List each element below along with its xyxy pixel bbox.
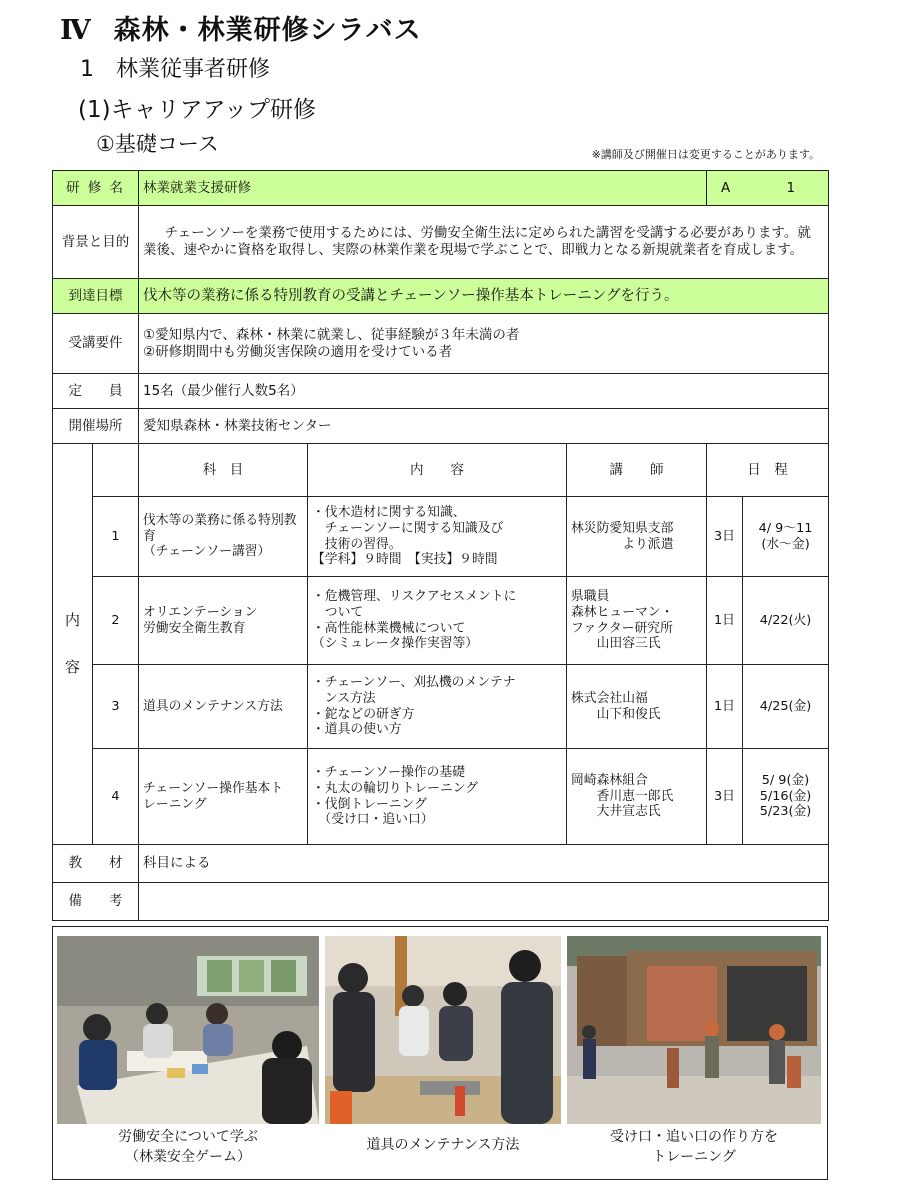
outdoor-training-photo [567,936,821,1124]
table-row [53,497,829,577]
photo-panel [52,926,828,1180]
row-days: 1日 [707,577,743,665]
chapter-number: Ⅳ [60,15,92,46]
chapter-title: 森林・林業研修シラバス [113,15,422,46]
requirements-label: 受講要件 [53,314,139,374]
table-row [53,577,829,665]
background-label: 背景と目的 [53,206,139,279]
content-label-char: 容 [64,658,80,676]
course-name-value: 林業就業支援研修 [139,171,707,206]
venue-value: 愛知県森林・林業技術センター [139,409,829,444]
requirement-item: ①愛知県内で、森林・林業に就業し、従事経験が３年未満の者 [143,326,520,343]
capacity-value: 15名（最少催行人数5名） [139,374,829,409]
row-days: 3日 [707,497,743,577]
row-content: ・チェーンソー操作の基礎 ・丸太の輪切りトレーニング ・伐倒トレーニング （受け口・追い口） [308,749,567,845]
venue-label: 開催場所 [53,409,139,444]
photo-caption: 道具のメンテナンス方法 [366,1137,520,1153]
lecturer-header: 講 師 [567,444,707,497]
schedule-header: 日 程 [707,444,829,497]
content-header-row [53,444,829,497]
capacity-row [53,374,829,409]
requirements-text [139,314,829,374]
section-heading [80,52,270,83]
course-code [707,171,829,206]
section-title: 林業従事者研修 [116,57,271,82]
background-text: チェーンソーを業務で使用するためには、労働安全衛生法に定められた講習を受講する必要があります。就業後、速やかに資格を取得し、実際の林業作業を現場で学ぶことで、即戦力となる新規就業者を育成します。 [139,206,829,279]
remarks-value [139,883,829,921]
requirement-item: ②研修期間中も労働災害保険の適用を受けている者 [143,343,453,360]
row-number: 3 [93,665,139,749]
row-subject: 道具のメンテナンス方法 [139,665,308,749]
goal-label: 到達目標 [53,279,139,314]
course-code-letter: A [721,179,731,196]
row-lecturer: 株式会社山福 山下和俊氏 [567,665,707,749]
course-heading: ①基礎コース [96,132,219,156]
row-subject: 伐木等の業務に係る特別教育 （チェーンソー講習） [139,497,308,577]
goal-text: 伐木等の業務に係る特別教育の受講とチェーンソー操作基本トレーニングを行う。 [139,279,829,314]
row-dates: 4/22(火) [743,577,829,665]
course-name-label: 研 修 名 [53,171,139,206]
photo-caption: 受け口・追い口の作り方を トレーニング [610,1129,778,1166]
row-days: 3日 [707,749,743,845]
material-row [53,845,829,883]
remarks-row [53,883,829,921]
section-number: 1 [80,57,94,82]
number-header [93,444,139,497]
row-content: ・チェーンソー、刈払機のメンテナ ンス方法 ・鉈などの研ぎ方 ・道具の使い方 [308,665,567,749]
row-subject: チェーンソー操作基本ト レーニング [139,749,308,845]
row-lecturer: 林災防愛知県支部 より派遣 [567,497,707,577]
content-label [53,444,93,845]
course-name-row [53,171,829,206]
row-lecturer: 岡崎森林組合 香川恵一郎氏 大井宣志氏 [567,749,707,845]
material-label: 教 材 [53,845,139,883]
chapter-heading [60,8,422,47]
subsection-heading: (1)キャリアアップ研修 [78,97,316,123]
content-label-char: 内 [64,611,80,630]
row-number: 1 [93,497,139,577]
content-header: 内 容 [308,444,567,497]
table-row [53,665,829,749]
row-days: 1日 [707,665,743,749]
workshop-photo [325,936,561,1124]
row-dates: 5/ 9(金) 5/16(金) 5/23(金) [743,749,829,845]
subject-header: 科 目 [139,444,308,497]
material-value: 科目による [139,845,829,883]
goal-row [53,279,829,314]
row-subject: オリエンテーション 労働安全衛生教育 [139,577,308,665]
row-number: 2 [93,577,139,665]
requirements-row [53,314,829,374]
course-code-number: 1 [786,179,796,196]
row-lecturer: 県職員 森林ヒューマン・ ファクター研究所 山田容三氏 [567,577,707,665]
change-note: ※講師及び開催日は変更することがあります。 [591,148,820,161]
row-dates: 4/25(金) [743,665,829,749]
row-content: ・危機管理、リスクアセスメントに ついて ・高性能林業機械について （シミュレータ操作実習等） [308,577,567,665]
remarks-label: 備 考 [53,883,139,921]
row-number: 4 [93,749,139,845]
syllabus-table [52,170,829,921]
photo-caption: 労働安全について学ぶ （林業安全ゲーム） [118,1129,258,1166]
row-dates: 4/ 9～11 (水～金) [743,497,829,577]
venue-row [53,409,829,444]
classroom-photo [57,936,319,1124]
background-row [53,206,829,279]
row-content: ・伐木造材に関する知識、 チェーンソーに関する知識及び 技術の習得。 【学科】９時間 【実技】９時間 [308,497,567,577]
table-row [53,749,829,845]
capacity-label: 定 員 [53,374,139,409]
